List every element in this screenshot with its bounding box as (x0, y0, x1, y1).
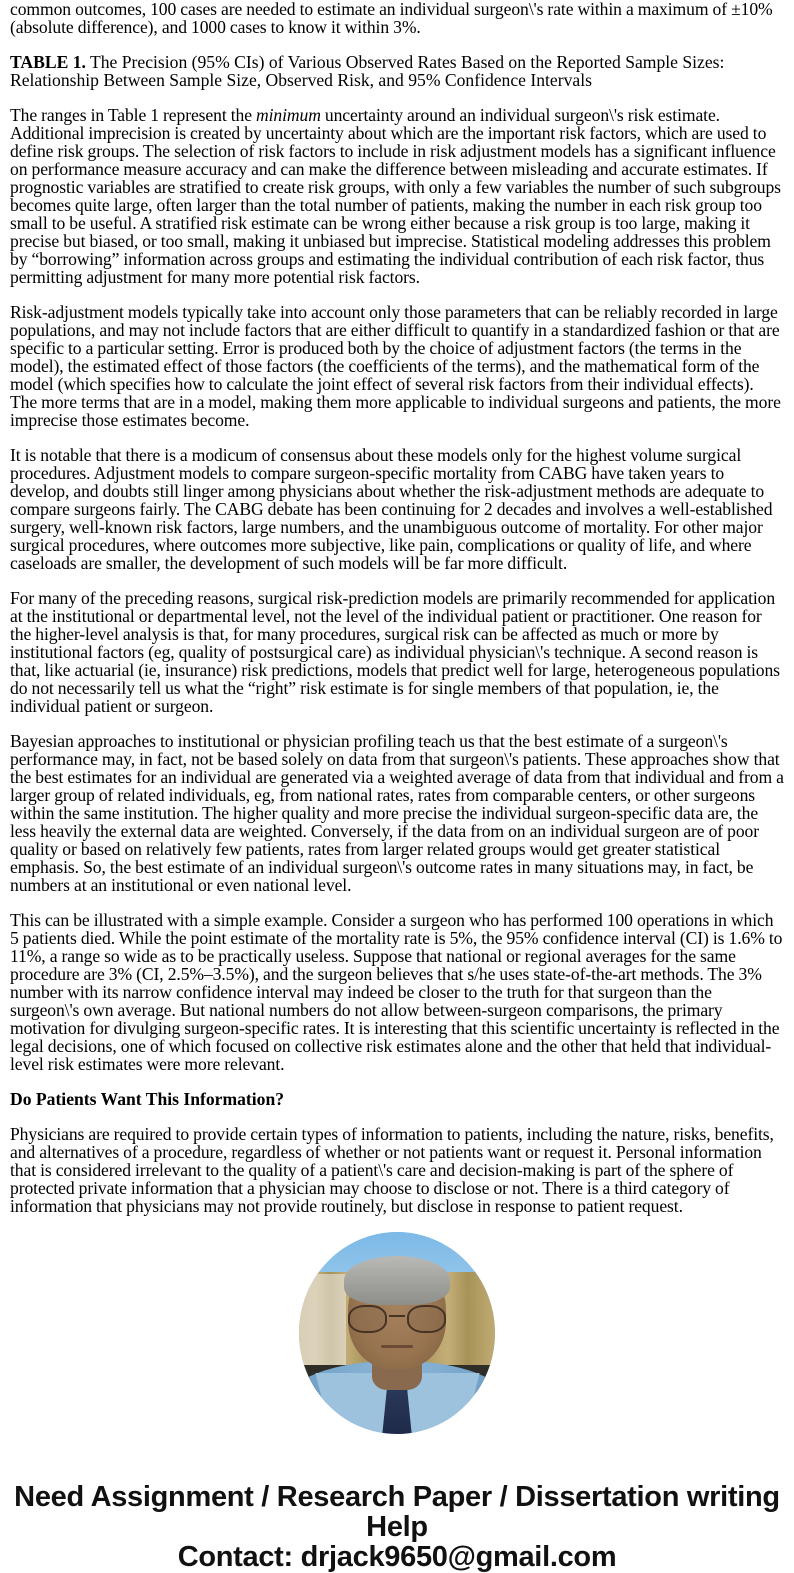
author-portrait-photo (299, 1232, 495, 1434)
portrait-eyeglasses (348, 1305, 446, 1333)
paragraph-text-pre: The ranges in Table 1 represent the (10, 105, 257, 125)
emphasis-minimum: minimum (256, 105, 321, 125)
paragraph-risk-adjustment: Risk-adjustment models typically take into account only those parameters that can be reliably recorded in large populations, and may not include factors that are either difficult to quantify in a standardized fashion or that are specific to a particular setting. Error is produced both by the choice of adjustment factors (the terms in the model), the estimated effect of those factors (the coefficients of the terms), and the mathematical form of the model (which specifies how to calculate the joint effect of several risk factors from their individual effects). The more terms that are in a model, making them more applicable to individual surgeons and patients, the more imprecise those estimates become. (10, 302, 781, 430)
section-heading-do-patients-want-this-information: Do Patients Want This Information? (10, 1089, 285, 1109)
portrait-hair (344, 1256, 450, 1304)
promo-headline: Need Assignment / Research Paper / Dissertation writing Help (14, 1481, 780, 1543)
clipped-top-paragraph: common outcomes, 100 cases are needed to estimate an individual surgeon\'s rate within a maximum of ±10% (absolute difference), and 1000 cases to know it within 3%. (10, 0, 773, 37)
promo-footer (0, 1482, 794, 1572)
portrait-lens-right (407, 1305, 446, 1333)
portrait-left-panel (299, 1274, 346, 1375)
portrait-lens-left (348, 1305, 387, 1333)
paragraph-cabg-consensus: It is notable that there is a modicum of consensus about these models only for the highest volume surgical procedures. Adjustment models to compare surgeon-specific mortality from CABG have taken years to develop, and doubts still linger among physicians about whether the risk-adjustment methods are adequate to compare surgeons fairly. The CABG debate has been continuing for 2 decades and involves a well-established surgery, well-known risk factors, large numbers, and the unambiguous outcome of mortality. For other major surgical procedures, where outcomes more subjective, like pain, complications or quality of life, and where caseloads are smaller, the development of such models will be far more difficult. (10, 445, 773, 573)
paragraph-bayesian: Bayesian approaches to institutional or physician profiling teach us that the best estimate of a surgeon\'s performance may, in fact, not be based solely on data from that surgeon\'s patients. These approaches show that the best estimates for an individual are generated via a weighted average of data from that individual and from a larger group of related individuals, eg, from national rates, rates from comparable centers, or other surgeons within the same institution. The higher quality and more precise the individual surgeon-specific data are, the less heavily the external data are weighted. Conversely, if the data from on an individual surgeon are of poor quality or based on relatively few patients, rates from larger related groups would get greater statistical emphasis. So, the best estimate of an individual surgeon\'s outcome rates in many situations may, in fact, be numbers at an institutional or even national level. (10, 731, 784, 895)
table-caption-label: TABLE 1. (10, 52, 86, 72)
table-caption-text: The Precision (95% CIs) of Various Observed Rates Based on the Reported Sample Sizes: Relationship Between Sample Size, Observed Risk, and 95% Confidence Intervals (10, 52, 725, 90)
promo-contact: Contact: drjack9650@gmail.com (177, 1541, 617, 1573)
paragraph-text-post: uncertainty around an individual surgeon\'s risk estimate. Additional imprecision is created by uncertainty about which are the important risk factors, which are used to define risk groups. The selection of risk factors to include in risk adjustment models has a significant influence on performance measure accuracy and can make the difference between misleading and accurate estimates. If prognostic variables are stratified to create risk groups, with only a few variables the number of such subgroups becomes quite large, often larger than the total number of patients, making the number in each risk group too small to be useful. A stratified risk estimate can be wrong either because a risk group is too large, making it precise but biased, or too small, making it unbiased but imprecise. Statistical modeling addresses this problem by “borrowing” information across groups and estimating the individual contribution of each risk factor, thus permitting adjustment for many more potential risk factors. (10, 105, 781, 287)
paragraph-institutional-level: For many of the preceding reasons, surgical risk-prediction models are primarily recommended for application at the institutional or departmental level, not the level of the individual patient or practitioner. One reason for the higher-level analysis is that, for many procedures, surgical risk can be affected as much or more by institutional factors (eg, quality of postsurgical care) as individual physician\'s technique. A second reason is that, like actuarial (ie, insurance) risk predictions, models that predict well for large, heterogeneous populations do not necessarily tell us what the “right” risk estimate is for single members of that population, ie, the individual patient or surgeon. (10, 588, 780, 716)
table-1-caption (10, 53, 784, 89)
paragraph-example: This can be illustrated with a simple example. Consider a surgeon who has performed 100 operations in which 5 patients died. While the point estimate of the mortality rate is 5%, the 95% confidence interval (CI) is 1.6% to 11%, a range so wide as to be practically useless. Suppose that national or regional averages for the same procedure are 3% (CI, 2.5%–3.5%), and the surgeon believes that s/he uses state-of-the-art methods. The 3% number with its narrow confidence interval may indeed be closer to the truth for that surgeon than the surgeon\'s own average. But national numbers do not allow between-surgeon comparisons, the primary motivation for divulging surgeon-specific rates. It is interesting that this scientific uncertainty is reflected in the legal decisions, one of which focused on collective risk estimates alone and the other that held that individual-level risk estimates were more relevant. (10, 910, 783, 1074)
portrait-container (0, 1232, 794, 1434)
paragraph-table-ranges (10, 106, 784, 286)
portrait-mouth (381, 1345, 412, 1348)
portrait-glasses-bridge (389, 1315, 405, 1317)
paragraph-physician-disclosure: Physicians are required to provide certain types of information to patients, including the nature, risks, benefits, and alternatives of a procedure, regardless of whether or not patients want or request it. Personal information that is considered irrelevant to the quality of a patient\'s care and decision-making is part of the sphere of protected private information that a physician may choose to disclose or not. There is a third category of information that physicians may not provide routinely, but disclose in response to patient request. (10, 1124, 774, 1216)
